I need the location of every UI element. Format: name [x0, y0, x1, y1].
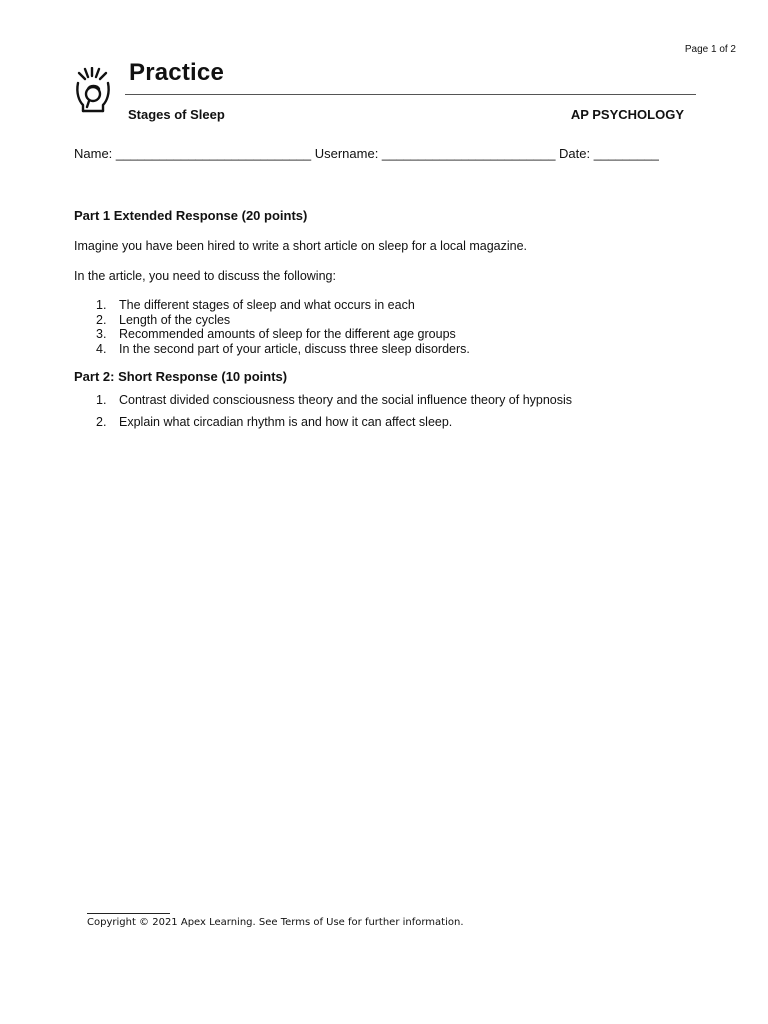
part2-list — [74, 393, 674, 436]
part1-list — [74, 298, 634, 356]
part1-heading: Part 1 Extended Response (20 points) — [74, 208, 308, 223]
list-item: 1. Contrast divided consciousness theory and the social influence theory of hypnosis — [96, 393, 573, 407]
lesson-subtitle: Stages of Sleep — [128, 107, 225, 122]
header-divider — [125, 94, 696, 95]
part2-heading: Part 2: Short Response (10 points) — [74, 369, 288, 384]
course-name: AP PSYCHOLOGY — [570, 107, 684, 122]
list-item: 1. The different stages of sleep and what occurs in each — [96, 298, 415, 312]
list-item: 2. Explain what circadian rhythm is and how it can affect sleep. — [96, 414, 453, 429]
head-gears-icon — [73, 67, 113, 113]
list-item: 3. Recommended amounts of sleep for the different age groups — [96, 327, 456, 341]
list-item: 4. In the second part of your article, discuss three sleep disorders. — [96, 341, 470, 356]
page-title: Practice — [129, 59, 224, 86]
footer-divider — [87, 913, 170, 914]
page-number: Page 1 of 2 — [684, 44, 736, 55]
part1-intro: Imagine you have been hired to write a short article on sleep for a local magazine. — [74, 239, 528, 253]
copyright-notice: Copyright © 2021 Apex Learning. See Terms of Use for further information. — [87, 917, 464, 928]
student-info-fields: Name: ___________________________ Username: ________________________ Date: _________ — [74, 146, 659, 161]
part1-lead: In the article, you need to discuss the following: — [74, 269, 336, 283]
list-item: 2. Length of the cycles — [96, 312, 231, 327]
